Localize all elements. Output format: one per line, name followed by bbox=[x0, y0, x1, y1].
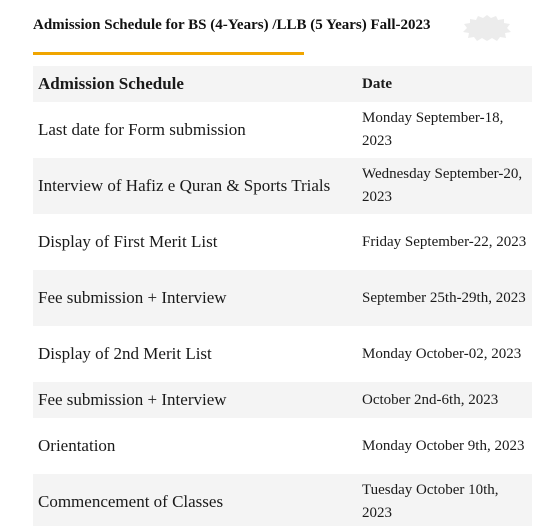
table-row bbox=[33, 214, 532, 270]
event-cell: Display of First Merit List bbox=[38, 232, 218, 251]
admission-schedule-table bbox=[33, 66, 532, 526]
date-cell: October 2nd-6th, 2023 bbox=[362, 391, 499, 408]
date-cell: Monday October 9th, 2023 bbox=[362, 437, 525, 454]
event-cell: Interview of Hafiz e Quran & Sports Trials bbox=[38, 176, 331, 195]
event-cell: Fee submission + Interview bbox=[38, 288, 227, 307]
table-row bbox=[33, 102, 532, 158]
date-cell: Friday September-22, 2023 bbox=[362, 233, 527, 250]
date-cell: Tuesday October 10th, 2023 bbox=[362, 482, 499, 521]
event-cell: Display of 2nd Merit List bbox=[38, 344, 212, 363]
table-row bbox=[33, 474, 532, 526]
table-row bbox=[33, 418, 532, 474]
date-cell: Monday September-18, 2023 bbox=[362, 110, 504, 149]
column-header-schedule: Admission Schedule bbox=[38, 74, 184, 93]
date-cell: Wednesday September-20, 2023 bbox=[362, 166, 523, 205]
event-cell: Orientation bbox=[38, 436, 116, 455]
title-underline bbox=[33, 52, 304, 55]
page-title: Admission Schedule for BS (4-Years) /LLB (5 Years) Fall-2023 bbox=[33, 17, 431, 33]
column-header-date: Date bbox=[362, 75, 392, 92]
event-cell: Fee submission + Interview bbox=[38, 390, 227, 409]
date-cell: September 25th-29th, 2023 bbox=[362, 289, 526, 306]
table-row bbox=[33, 382, 532, 418]
event-cell: Commencement of Classes bbox=[38, 492, 224, 511]
date-cell: Monday October-02, 2023 bbox=[362, 345, 522, 362]
table-row bbox=[33, 326, 532, 382]
table-row bbox=[33, 270, 532, 326]
event-cell: Last date for Form submission bbox=[38, 120, 246, 139]
table-header-row bbox=[33, 66, 532, 102]
table-row bbox=[33, 158, 532, 214]
splash-decoration-icon bbox=[462, 14, 512, 42]
